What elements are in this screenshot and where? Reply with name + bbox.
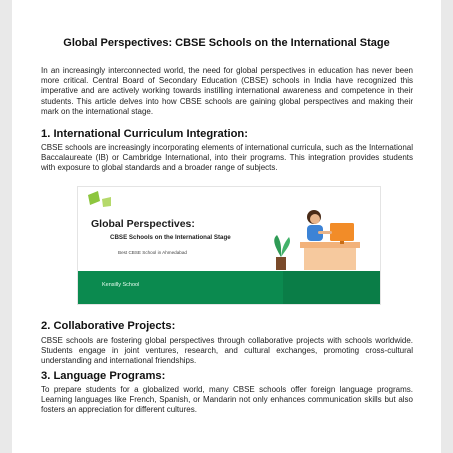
section-1-heading: 1. International Curriculum Integration: <box>41 128 248 140</box>
monitor-icon <box>330 223 354 241</box>
desk-top <box>300 242 360 248</box>
article-title: Global Perspectives: CBSE Schools on the International Stage <box>63 37 390 49</box>
banner-title: Global Perspectives: <box>91 218 195 230</box>
leaf-icon <box>88 191 100 205</box>
article-banner-image <box>78 187 380 304</box>
section-2-body: CBSE schools are fostering global perspectives through collaborative projects with schools worldwide. Students engage in joint ventures, research, and cultural exchanges, promoting cross-cultural understanding and international friendships. <box>41 336 413 366</box>
banner-school-name: Kensilly School <box>94 279 147 292</box>
section-3-body: To prepare students for a globalized world, many CBSE schools offer foreign language programs. Learning languages like French, Spanish, or Mandarin not only enhances communication skills but also fosters an appreciation for different cultures. <box>41 385 413 415</box>
document-page <box>12 0 441 453</box>
section-2-heading: 2. Collaborative Projects: <box>41 320 176 332</box>
section-3-heading: 3. Language Programs: <box>41 370 166 382</box>
intro-paragraph: In an increasingly interconnected world, the need for global perspectives in education has never been more critical. Central Board of Secondary Education (CBSE) schools in India have recognized this imperative and are actively working towards instilling international awareness and competence in their students. This article delves into how CBSE schools are gaining global perspectives and making their mark on the international stage. <box>41 66 413 116</box>
desk-body <box>304 248 356 270</box>
banner-tagline: Best CBSE School in Ahmedabad <box>118 250 187 255</box>
section-1-body: CBSE schools are increasingly incorporating elements of international curricula, such as the International Baccalaureate (IB) or Cambridge International, into their programs. This integration provides students with exposure to global standards and a broader range of subjects. <box>41 143 413 173</box>
plant-pot <box>276 257 286 270</box>
plant-icon <box>274 235 281 257</box>
banner-subtitle: CBSE Schools on the International Stage <box>110 234 231 241</box>
leaf-icon <box>102 197 111 207</box>
